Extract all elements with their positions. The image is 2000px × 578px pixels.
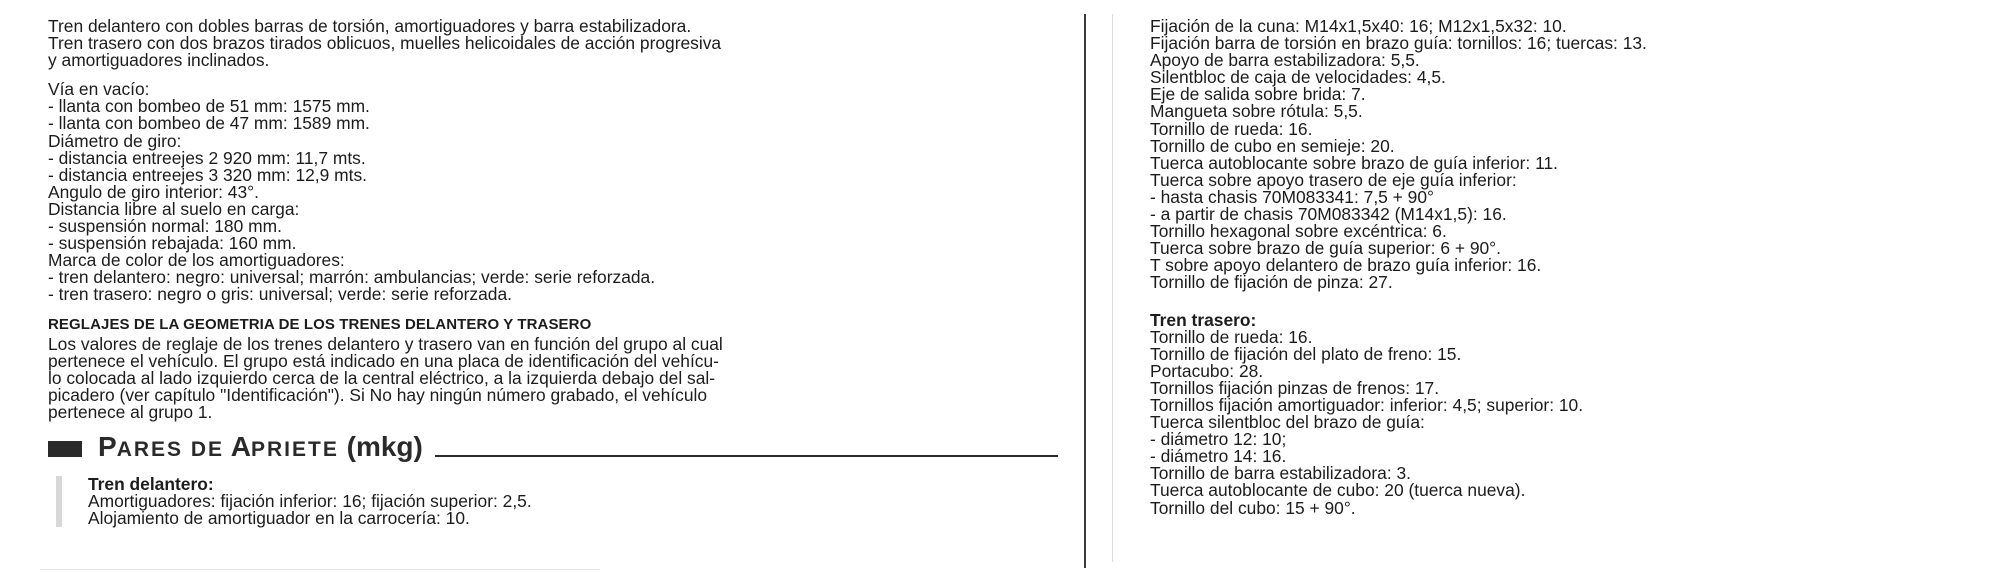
torque-line: Tornillo de barra estabilizadora: 3.: [1150, 463, 1412, 484]
torque-line: Tuerca sobre apoyo trasero de eje guía inferior:: [1150, 169, 1517, 190]
torque-line: Fijación de la cuna: M14x1,5x40: 16; M12x1,5x32: 10.: [1150, 16, 1567, 36]
torque-line: Tornillo de fijación del plato de freno: 15.: [1150, 343, 1462, 364]
front-axle-torques-continued: [1150, 18, 1980, 292]
torque-line: Eje de salida sobre brida: 7.: [1150, 84, 1366, 105]
torque-line: T sobre apoyo delantero de brazo guía inferior: 16.: [1150, 255, 1542, 276]
spec-line: - tren trasero: negro o gris: universal; verde: serie reforzada.: [48, 284, 512, 305]
spec-line: - distancia entreejes 3 320 mm: 12,9 mts.: [48, 164, 367, 185]
torque-line: Tornillo de fijación de pinza: 27.: [1150, 272, 1393, 293]
torque-line: Tuerca sobre brazo de guía superior: 6 + 90°.: [1150, 238, 1501, 259]
section-rule: [435, 455, 1058, 457]
text-line: y amortiguadores inclinados.: [48, 50, 270, 71]
spec-line: - tren delantero: negro: universal; marrón: ambulancias; verde: serie reforzada.: [48, 267, 656, 288]
spec-line: Distancia libre al suelo en carga:: [48, 198, 300, 219]
torque-section-header: [48, 433, 1058, 464]
front-axle-torques: [48, 476, 1058, 527]
torque-line: Apoyo de barra estabilizadora: 5,5.: [1150, 50, 1420, 71]
spec-line: Angulo de giro interior: 43°.: [48, 181, 259, 202]
spec-line: - llanta con bombeo de 47 mm: 1589 mm.: [48, 113, 370, 134]
rear-axle-torques: [1150, 309, 1980, 518]
spec-line: - llanta con bombeo de 51 mm: 1575 mm.: [48, 96, 370, 117]
spacer: [1150, 292, 1980, 312]
indent-bar: [56, 476, 62, 527]
suspension-description: [48, 18, 1058, 69]
torque-line: - hasta chasis 70M083341: 7,5 + 90°: [1150, 186, 1434, 207]
text-line: picadero (ver capítulo "Identificación"). Si No hay ningún número grabado, el vehículo: [48, 384, 708, 405]
torque-line: - diámetro 14: 16.: [1150, 446, 1287, 467]
torque-line: Tuerca autoblocante sobre brazo de guía inferior: 11.: [1150, 152, 1558, 173]
torque-line: - a partir de chasis 70M083342 (M14x1,5): 16.: [1150, 204, 1507, 225]
column-divider: [1084, 14, 1086, 568]
torque-line: Mangueta sobre rótula: 5,5.: [1150, 101, 1363, 122]
margin-rule: [1112, 14, 1113, 562]
torque-line: - diámetro 12: 10;: [1150, 429, 1287, 450]
spec-line: Vía en vacío:: [48, 79, 150, 100]
torque-line: Alojamiento de amortiguador en la carrocería: 10.: [88, 508, 470, 529]
torque-line: Tornillo de rueda: 16.: [1150, 118, 1313, 139]
section-title: PARES DE APRIETE (mkg): [98, 431, 423, 463]
torque-line: Tornillo de cubo en semieje: 20.: [1150, 135, 1395, 156]
torque-line: Portacubo: 28.: [1150, 360, 1264, 381]
spec-line: - suspensión rebajada: 160 mm.: [48, 233, 297, 254]
right-column: [1150, 18, 1980, 517]
geometry-heading: REGLAJES DE LA GEOMETRIA DE LOS TRENES DELANTERO Y TRASERO: [48, 315, 592, 333]
spec-line: Marca de color de los amortiguadores:: [48, 250, 345, 271]
rear-axle-title: Tren trasero:: [1150, 309, 1257, 330]
text-line: lo colocada al lado izquierdo cerca de la central eléctrico, a la izquierda debajo del sal-: [48, 367, 716, 388]
text-line: pertenece el vehículo. El grupo está indicado en una placa de identificación del vehícu-: [48, 350, 719, 371]
front-axle-title: Tren delantero:: [88, 474, 214, 495]
section-square-icon: [48, 441, 82, 457]
specs-list: [48, 81, 1058, 303]
text-line: Tren trasero con dos brazos tirados oblicuos, muelles helicoidales de acción progresiva: [48, 33, 722, 54]
text-line: pertenece al grupo 1.: [48, 401, 213, 422]
torque-line: Tuerca autoblocante de cubo: 20 (tuerca nueva).: [1150, 480, 1526, 501]
spec-line: - distancia entreejes 2 920 mm: 11,7 mts.: [48, 147, 366, 168]
torque-line: Tuerca silentbloc del brazo de guía:: [1150, 412, 1425, 433]
torque-line: Tornillos fijación pinzas de frenos: 17.: [1150, 377, 1440, 398]
bottom-rule: [40, 569, 600, 570]
torque-line: Silentbloc de caja de velocidades: 4,5.: [1150, 67, 1446, 88]
torque-line: Tornillo del cubo: 15 + 90°.: [1150, 497, 1356, 518]
torque-line: Amortiguadores: fijación inferior: 16; fijación superior: 2,5.: [88, 491, 532, 512]
text-line: Tren delantero con dobles barras de torsión, amortiguadores y barra estabilizadora.: [48, 16, 692, 36]
torque-line: Fijación barra de torsión en brazo guía: tornillos: 16; tuercas: 13.: [1150, 33, 1647, 54]
torque-line: Tornillos fijación amortiguador: inferior: 4,5; superior: 10.: [1150, 394, 1584, 415]
torque-line: Tornillo hexagonal sobre excéntrica: 6.: [1150, 221, 1447, 242]
text-line: Los valores de reglaje de los trenes delantero y trasero van en función del grupo al cual: [48, 333, 723, 354]
torque-line: Tornillo de rueda: 16.: [1150, 326, 1313, 347]
left-column: [48, 18, 1058, 527]
spec-line: - suspensión normal: 180 mm.: [48, 216, 282, 237]
geometry-paragraph: [48, 333, 1058, 422]
spec-line: Diámetro de giro:: [48, 130, 182, 151]
